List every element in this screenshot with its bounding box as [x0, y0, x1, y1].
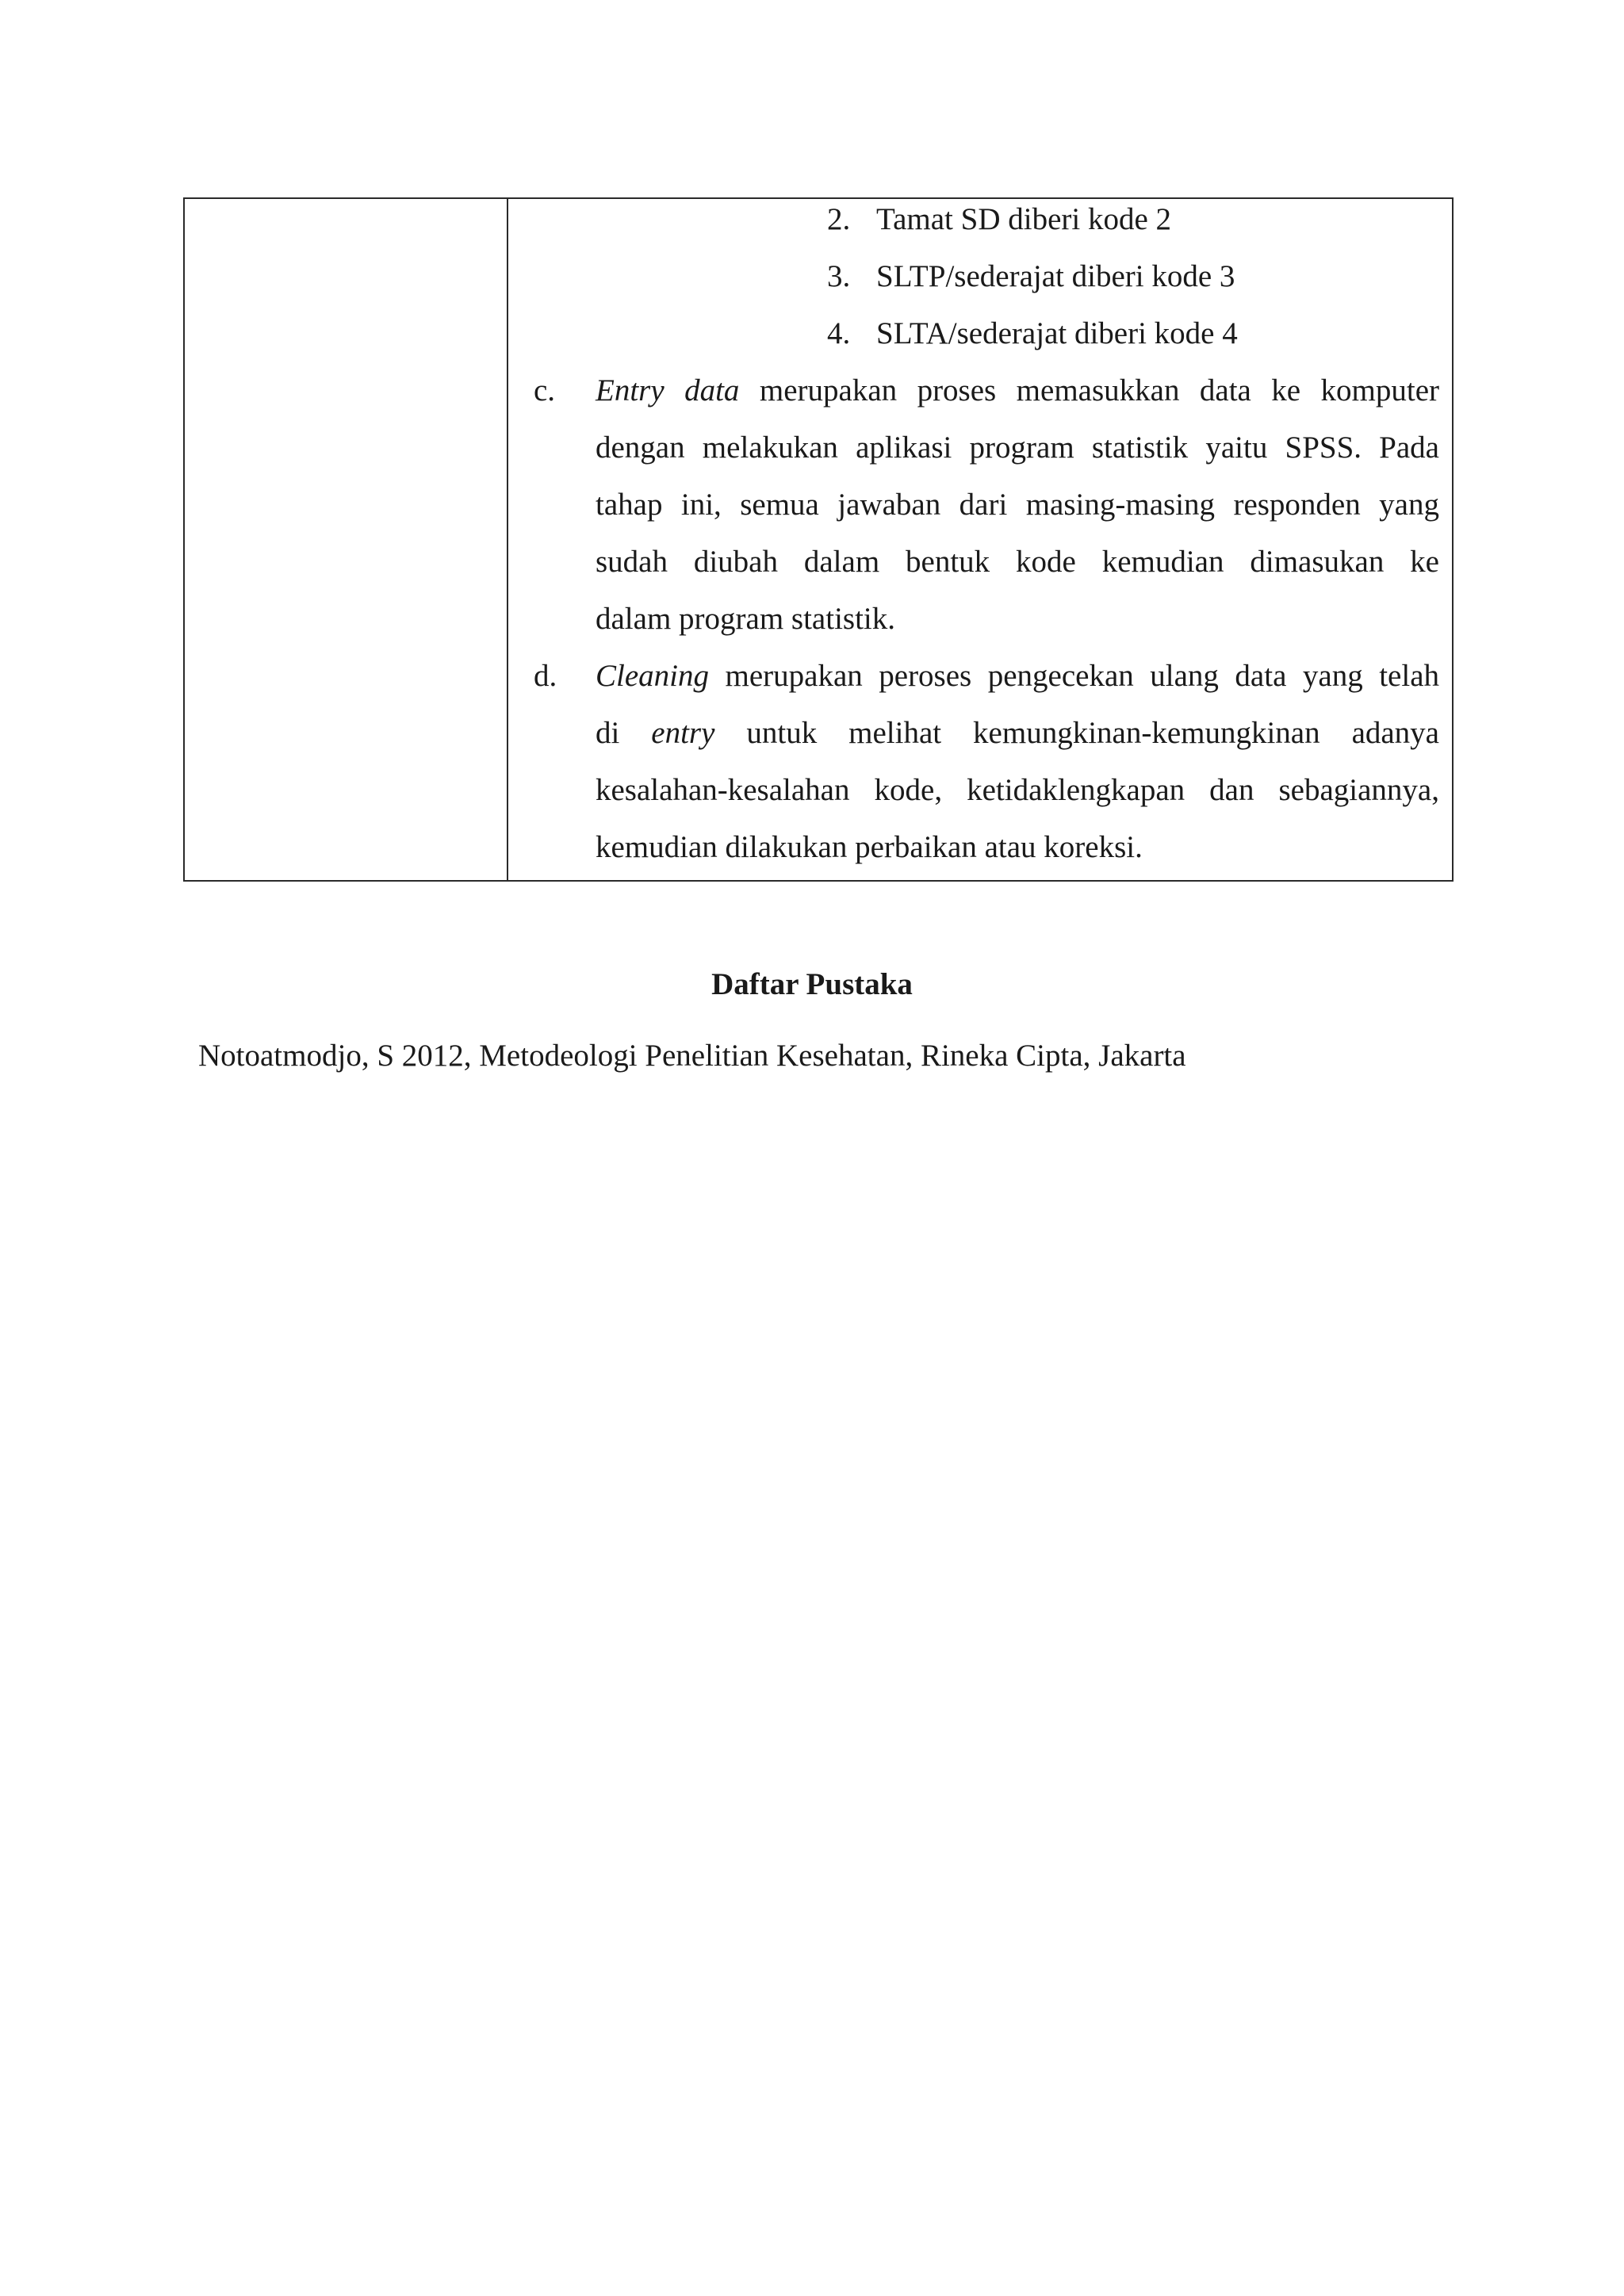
list-number: 2. [827, 202, 851, 236]
term-entry: entry [651, 716, 715, 750]
text-run: merupakan peroses pengecekan ulang data yang telah [709, 659, 1439, 693]
paragraph-line [596, 657, 1439, 695]
term-entry-data: Entry data [596, 373, 740, 408]
paragraph-line: tahap ini, semua jawaban dari masing-masing responden yang [596, 488, 1439, 522]
references-heading: Daftar Pustaka [711, 967, 913, 1001]
term-cleaning: Cleaning [596, 659, 709, 693]
table-right-cell [507, 199, 1452, 880]
item-marker-d: d. [534, 659, 557, 693]
paragraph-line [596, 714, 1439, 752]
paragraph-line [596, 372, 1439, 410]
paragraph-line: kemudian dilakukan perbaikan atau koreksi. [596, 830, 1143, 864]
list-item: Tamat SD diberi kode 2 [876, 202, 1172, 236]
paragraph-line: sudah diubah dalam bentuk kode kemudian dimasukan ke [596, 545, 1439, 579]
list-item: SLTP/sederajat diberi kode 3 [876, 259, 1235, 293]
text-run: merupakan proses memasukkan data ke komputer [739, 373, 1440, 408]
paragraph-line: dalam program statistik. [596, 602, 896, 636]
paragraph-line: dengan melakukan aplikasi program statistik yaitu SPSS. Pada [596, 430, 1439, 465]
text-run: di [596, 716, 652, 750]
list-item: SLTA/sederajat diberi kode 4 [876, 316, 1238, 350]
content-table [183, 197, 1454, 882]
paragraph-line: kesalahan-kesalahan kode, ketidaklengkapan dan sebagiannya, [596, 773, 1439, 807]
reference-entry: Notoatmodjo, S 2012, Metodeologi Penelitian Kesehatan, Rineka Cipta, Jakarta [198, 1039, 1186, 1073]
text-run: untuk melihat kemungkinan-kemungkinan adanya [714, 716, 1439, 750]
list-number: 4. [827, 316, 851, 350]
list-number: 3. [827, 259, 851, 293]
item-marker-c: c. [534, 373, 556, 408]
